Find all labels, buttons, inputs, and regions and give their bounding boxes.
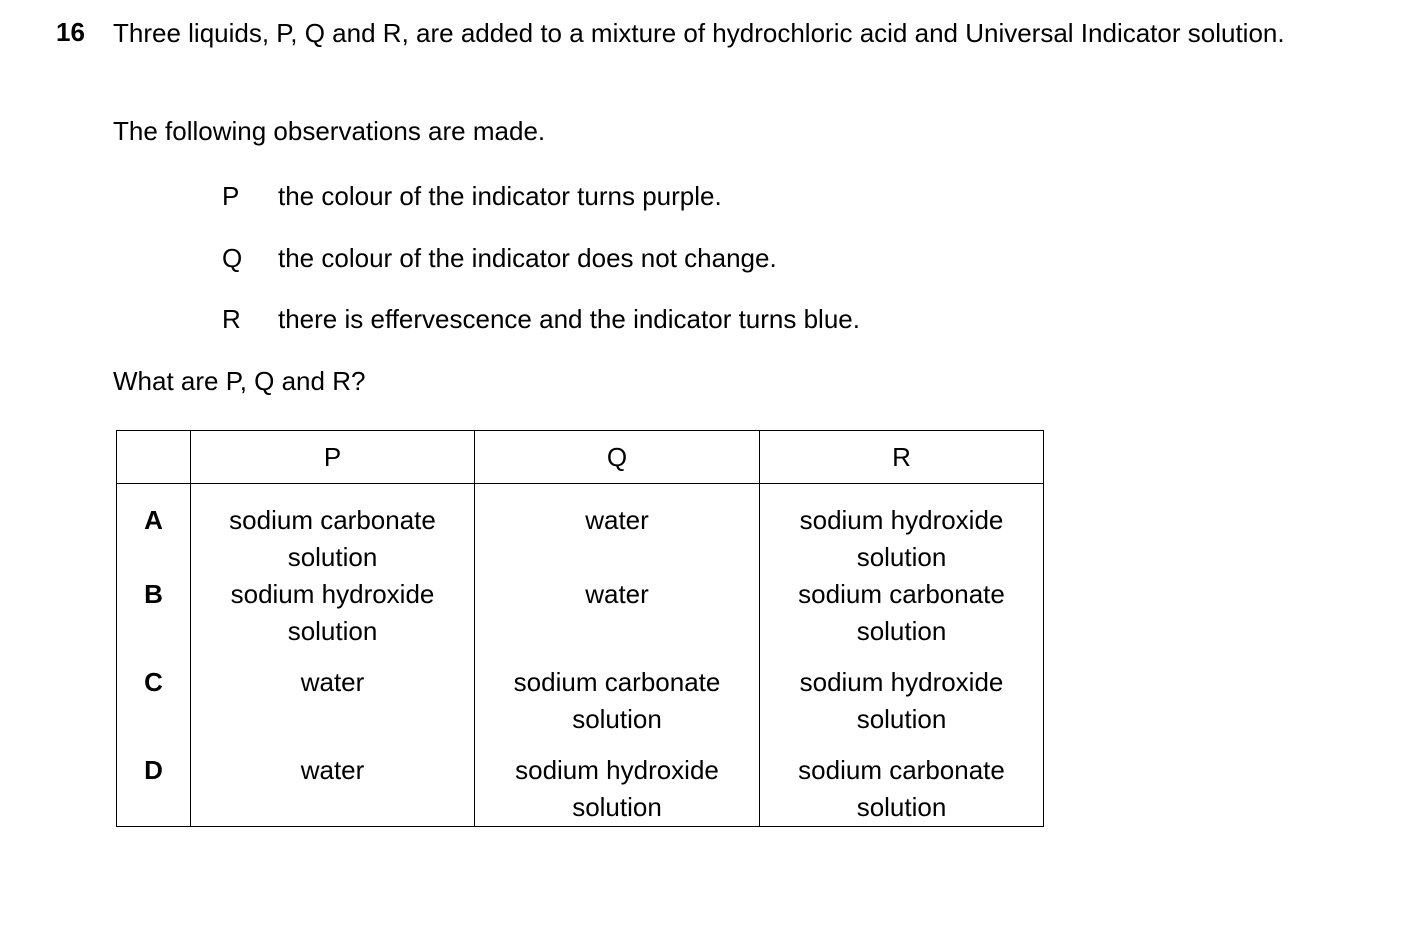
option-letter: A <box>117 484 191 577</box>
cell-p <box>191 664 475 752</box>
option-letter: C <box>117 664 191 752</box>
cell-line: water <box>300 667 365 697</box>
cell-r <box>760 752 1044 827</box>
question-stem: Three liquids, P, Q and R, are added to a mixture of hydrochloric acid and Universal Indicator solution. <box>113 18 1285 48</box>
option-row-c[interactable] <box>117 664 1044 752</box>
answer-options-table <box>116 430 1044 827</box>
cell-line: solution <box>572 704 662 734</box>
observation-letter: R <box>222 304 241 334</box>
option-row-a[interactable] <box>117 484 1044 577</box>
cell-line: sodium carbonate <box>798 579 1005 609</box>
cell-q <box>475 484 760 577</box>
cell-line: solution <box>856 616 947 646</box>
header-p: P <box>191 431 475 484</box>
cell-r <box>760 484 1044 577</box>
observation-letter: Q <box>222 243 243 273</box>
cell-q <box>475 576 760 664</box>
cell-line: solution <box>856 542 947 572</box>
cell-line: sodium carbonate <box>798 755 1005 785</box>
cell-q <box>475 664 760 752</box>
cell-r <box>760 664 1044 752</box>
question-prompt: What are P, Q and R? <box>113 366 366 396</box>
cell-line: water <box>585 579 649 609</box>
option-row-b[interactable] <box>117 576 1044 664</box>
header-blank <box>117 431 191 484</box>
cell-line: sodium hydroxide <box>230 579 435 609</box>
cell-line: water <box>300 755 365 785</box>
option-letter: B <box>117 576 191 664</box>
cell-line: water <box>585 505 649 535</box>
cell-line: sodium hydroxide <box>799 667 1004 697</box>
cell-p <box>191 576 475 664</box>
question-number: 16 <box>56 17 85 47</box>
cell-line: sodium hydroxide <box>799 505 1004 535</box>
observation-text: the colour of the indicator does not change. <box>278 243 777 273</box>
option-letter: D <box>117 752 191 827</box>
cell-line: solution <box>287 542 378 572</box>
cell-line: sodium carbonate <box>513 667 721 697</box>
table-header-row <box>117 431 1044 484</box>
option-row-d[interactable] <box>117 752 1044 827</box>
observations-intro: The following observations are made. <box>113 116 546 146</box>
cell-p <box>191 484 475 577</box>
observation-letter: P <box>222 181 240 211</box>
cell-q <box>475 752 760 827</box>
observation-text: the colour of the indicator turns purple. <box>278 181 722 211</box>
cell-p <box>191 752 475 827</box>
cell-line: solution <box>572 792 662 822</box>
cell-line: solution <box>856 704 947 734</box>
cell-line: sodium hydroxide <box>515 755 719 785</box>
cell-line: sodium carbonate <box>229 505 436 535</box>
header-q: Q <box>475 431 760 484</box>
cell-line: solution <box>856 792 947 822</box>
cell-line: solution <box>287 616 378 646</box>
cell-r <box>760 576 1044 664</box>
header-r: R <box>760 431 1044 484</box>
observation-text: there is effervescence and the indicator turns blue. <box>278 304 860 334</box>
